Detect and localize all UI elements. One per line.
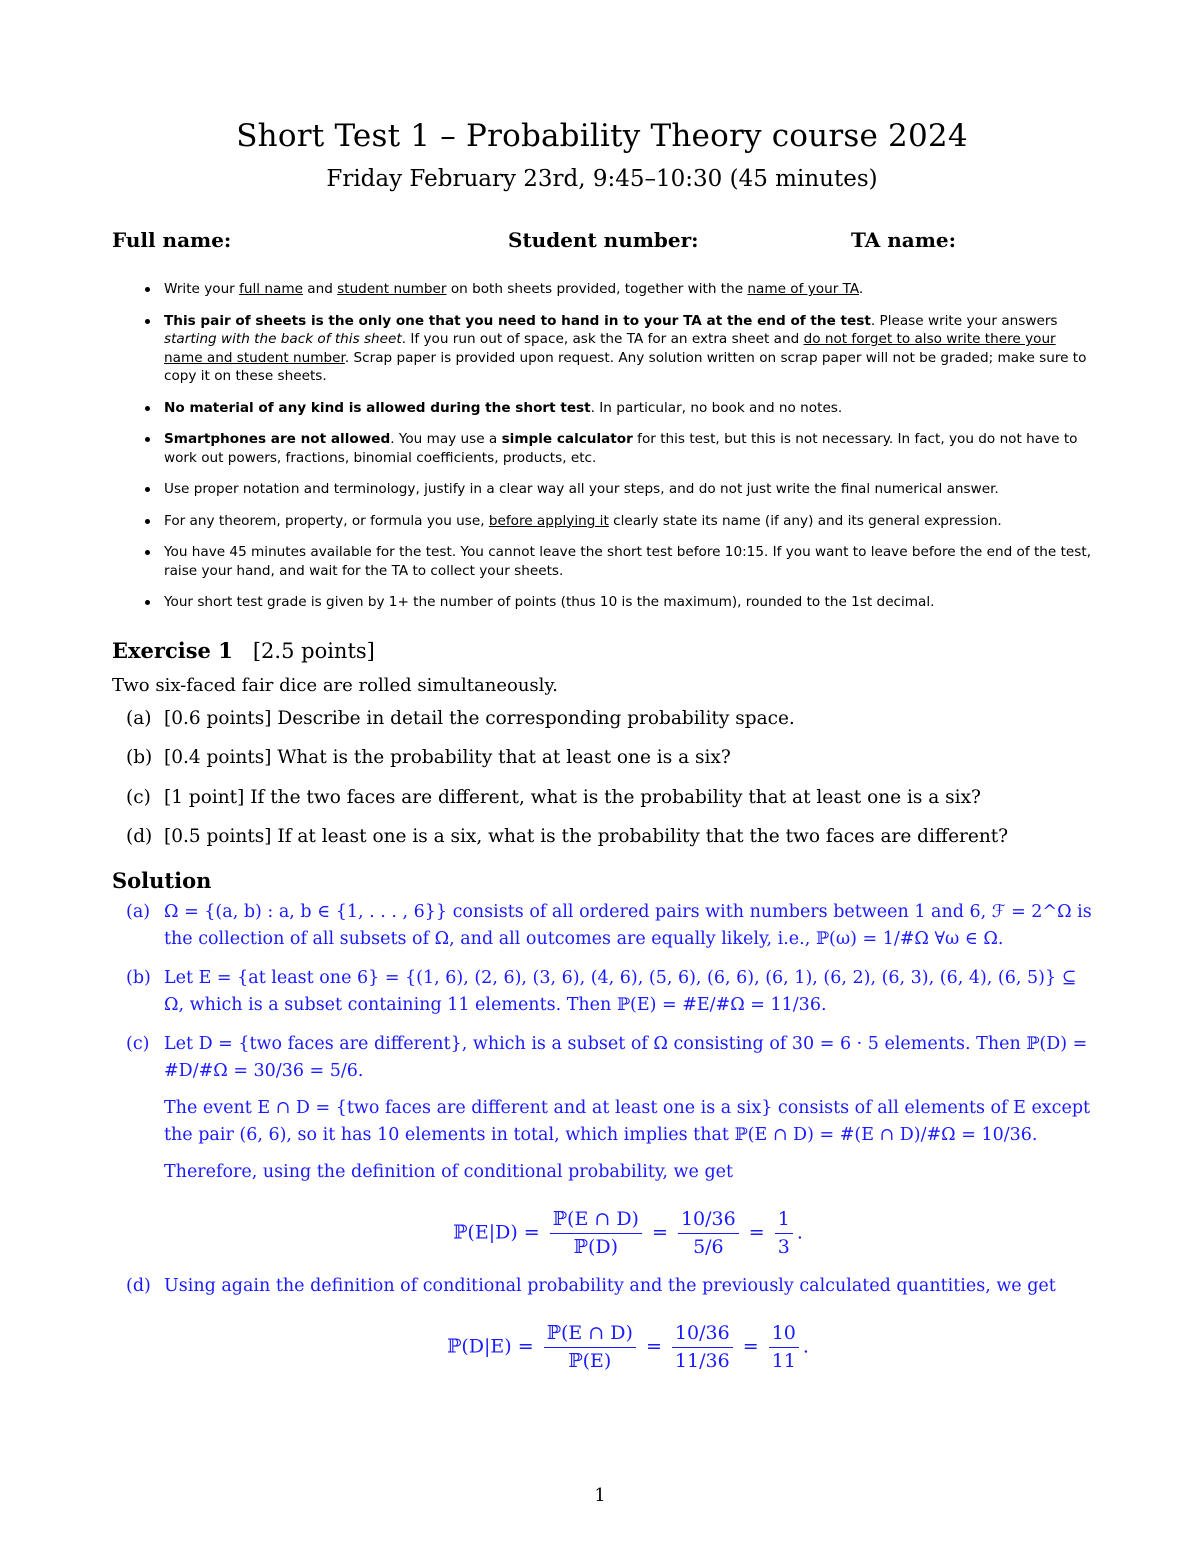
rule-item: Smartphones are not allowed. You may use a simple calculator for this test, but this is not necessary. In fact, you do not have to work out powers, fractions, binomial coefficients, products, etc. [112,430,1092,467]
exercise-heading [112,638,1092,663]
exercise-part-a: (a) [0.6 points] Describe in detail the corresponding probability space. [126,707,795,729]
solution-part-d: (d) Using again the definition of conditional probability and the previously calculated quantities, we get ℙ(D|E) = $\frac{\text{ℙ(E ∩ D)}}{\text{ℙ(E)}}$ = $\frac{10/36}{11/36}$ = $\frac{10}{11}$ . [112,1273,1092,1375]
rule-item: You have 45 minutes available for the test. You cannot leave the short test before 10:15. If you want to leave before the end of the test, raise your hand, and wait for the TA to collect your sheets. [112,543,1092,580]
page-subtitle: Friday February 23rd, 9:45–10:30 (45 minutes) [326,166,878,192]
document-page [112,118,1092,1387]
conditional-probability-formula-d: ℙ(D|E) = $\frac{\text{ℙ(E ∩ D)}}{\text{ℙ(E)}}$ = $\frac{10/36}{11/36}$ = $\frac{10}{11}$ . [447,1321,809,1372]
exercise-points: [2.5 points] [252,638,375,663]
page-number: 1 [594,1485,606,1506]
exercise-intro: Two six-faced fair dice are rolled simultaneously. [112,674,558,696]
solution-part-a: (a) Ω = {(a, b) : a, b ∈ {1, . . . , 6}} consists of all ordered pairs with numbers between 1 and 6, ℱ = 2^Ω is the collection of all subsets of Ω, and all outcomes are equally likely, i.e., ℙ(ω) = 1/#Ω ∀ω ∈ Ω. [126,901,1092,949]
exercise-title: Exercise 1 [112,637,233,663]
rules-list [112,280,1092,612]
solution-part-b: (b) Let E = {at least one 6} = {(1, 6), (2, 6), (3, 6), (4, 6), (5, 6), (6, 6), (6, 1), (6, 2), (6, 3), (6, 4), (6, 5)} ⊆ Ω, which is a subset containing 11 elements. Then ℙ(E) = #E/#Ω = 11/36. [126,967,1077,1015]
solution-part-c: (c) Let D = {two faces are different}, which is a subset of Ω consisting of 30 = 6 · 5 elements. Then ℙ(D) = #D/#Ω = 30/36 = 5/6. The event E ∩ D = {two faces are different and at least one is a six} consists of all elements of E except the pair (6, 6), so it has 10 elements in total, which implies that ℙ(E ∩ D) = #(E ∩ D)/#Ω = 10/36. Therefore, using the definition of conditional probability, we get ℙ(E|D) = $\frac{\text{ℙ(E ∩ D)}}{\text{ℙ(D)}}$ = $\frac{10/36}{5/6}$ = $\frac{1}{3}$ . [112,1031,1092,1261]
rule-item: Use proper notation and terminology, justify in a clear way all your steps, and do not just write the final numerical answer. [112,480,1092,499]
exercise-parts [112,708,1092,866]
rule-item: This pair of sheets is the only one that you need to hand in to your TA at the end of the test. Please write your answers starting with the back of this sheet. If you run out of space, ask the TA for an extra sheet and do not forget to also write there your name and student number. Scrap paper is provided upon request. Any solution written on scrap paper will not be graded; make sure to copy it on these sheets. [112,312,1092,386]
exercise-part-c: (c) [1 point] If the two faces are different, what is the probability that at least one is a six? [126,786,981,808]
rule-item: No material of any kind is allowed during the short test. In particular, no book and no notes. [112,399,1092,418]
student-number-label: Student number: [508,228,699,252]
solution-body [112,899,1092,1375]
full-name-label: Full name: [112,228,232,252]
rule-item: Write your full name and student number on both sheets provided, together with the name of your TA. [112,280,1092,299]
exercise-part-b: (b) [0.4 points] What is the probability that at least one is a six? [126,747,731,768]
rule-item: Your short test grade is given by 1+ the number of points (thus 10 is the maximum), rounded to the 1st decimal. [112,593,1092,612]
ta-name-label: TA name: [851,228,957,252]
rule-item: For any theorem, property, or formula you use, before applying it clearly state its name (if any) and its general expression. [112,512,1092,531]
solution-title: Solution [112,867,212,893]
page-title: Short Test 1 – Probability Theory course 2024 [236,118,968,154]
exercise-part-d: (d) [0.5 points] If at least one is a six, what is the probability that the two faces are different? [126,826,1009,847]
student-fields [112,228,1092,258]
conditional-probability-formula-c: ℙ(E|D) = $\frac{\text{ℙ(E ∩ D)}}{\text{ℙ(D)}}$ = $\frac{10/36}{5/6}$ = $\frac{1}{3}$ . [453,1207,803,1258]
